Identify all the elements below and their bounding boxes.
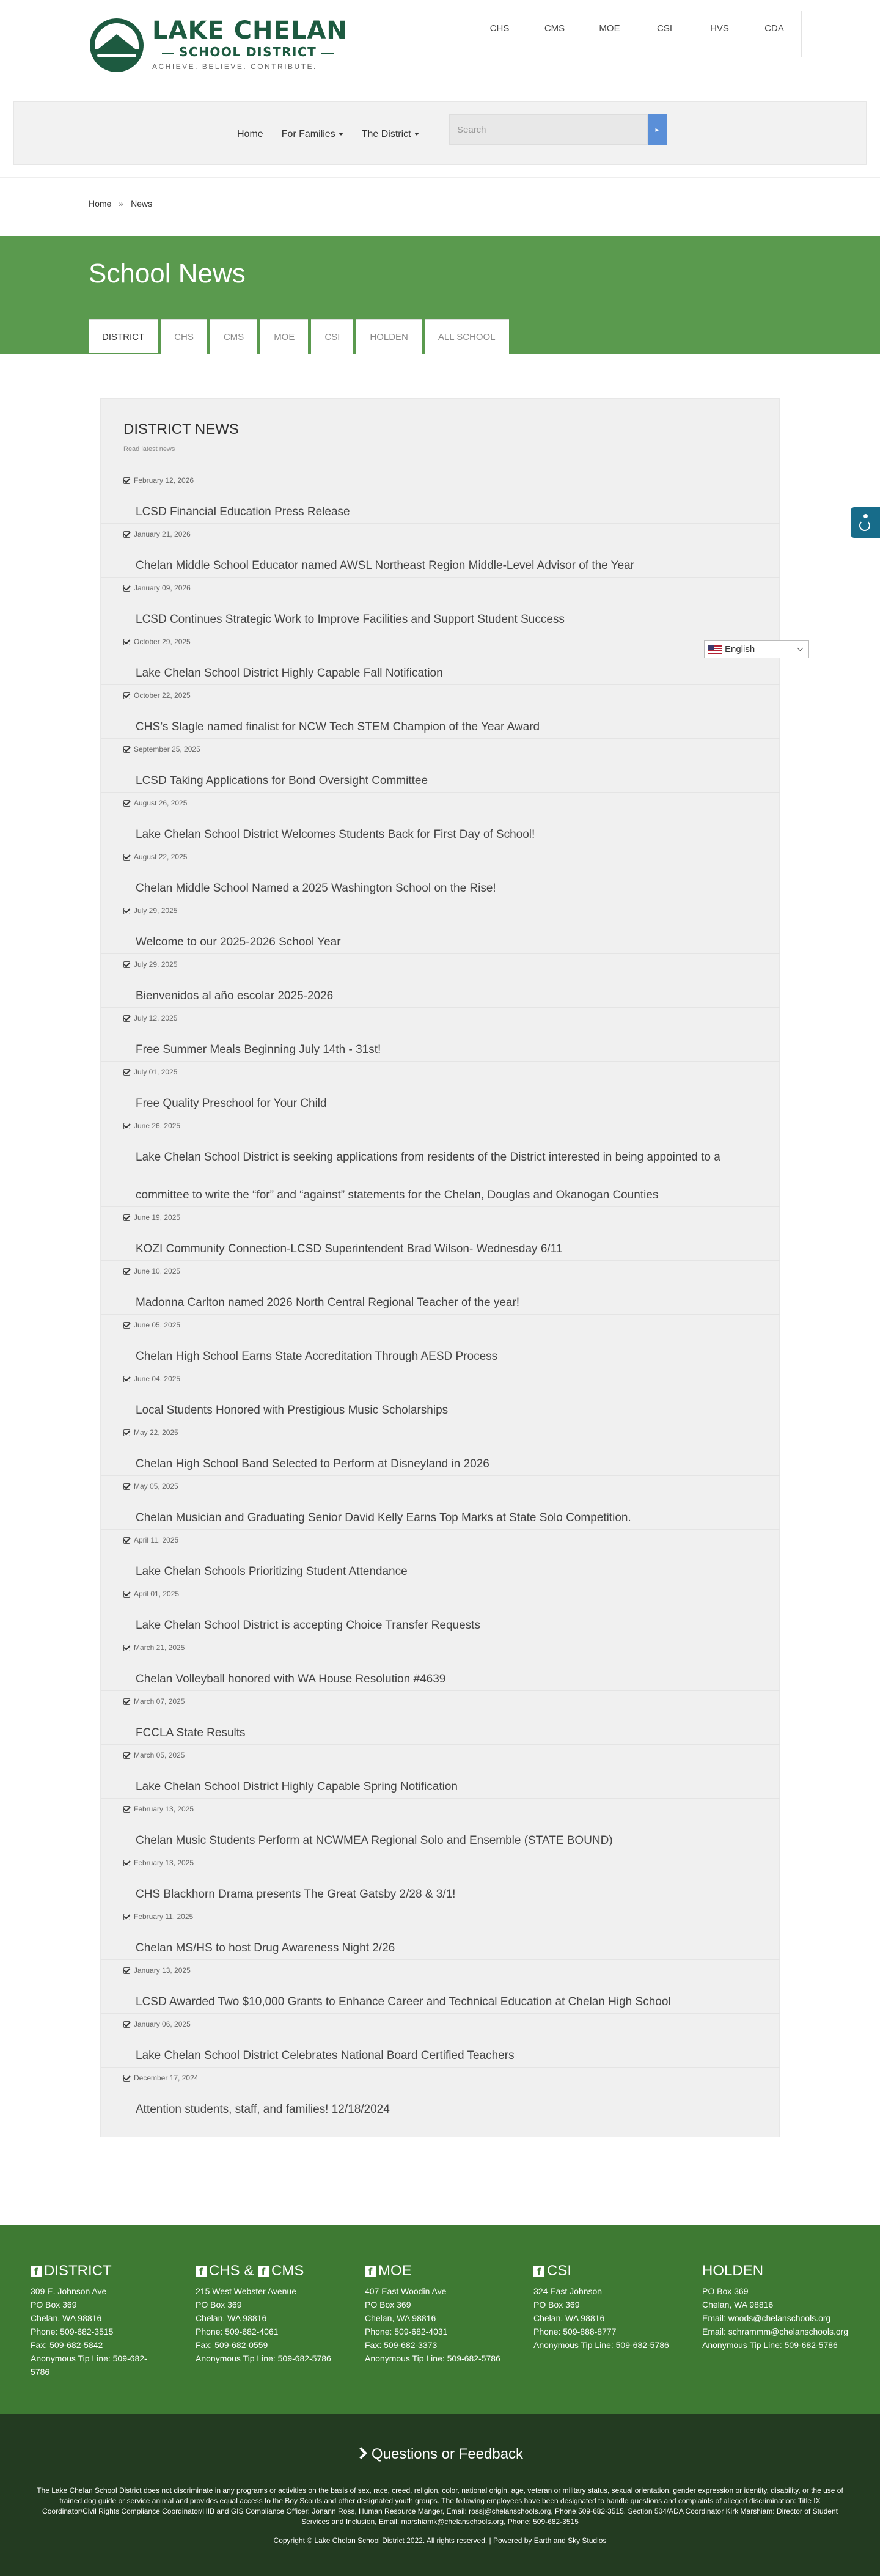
breadcrumb — [89, 199, 152, 208]
news-item — [101, 1852, 780, 1906]
news-date-text: March 07, 2025 — [134, 1697, 185, 1706]
caret-down-icon — [414, 133, 419, 136]
news-date — [123, 1805, 194, 1813]
news-date — [123, 1966, 191, 1975]
checkbox-icon — [123, 1015, 130, 1022]
footer-line: Phone: 509-682-3515 — [31, 2327, 114, 2336]
news-date — [123, 584, 191, 592]
checkbox-icon — [123, 908, 130, 914]
news-title-link[interactable]: Chelan High School Earns State Accreditation Through AESD Process — [136, 1350, 498, 1363]
news-title-link[interactable]: LCSD Awarded Two $10,000 Grants to Enhance Career and Technical Education at Chelan High School — [136, 1995, 671, 2008]
tab-chs[interactable]: CHS — [161, 319, 207, 354]
news-title-link[interactable]: LCSD Taking Applications for Bond Oversight Committee — [136, 774, 428, 787]
footer-col-title — [196, 2262, 358, 2280]
news-date-text: August 26, 2025 — [134, 799, 188, 807]
tab-cms[interactable]: CMS — [210, 319, 257, 354]
news-date — [123, 637, 191, 646]
news-title-link[interactable]: Chelan Middle School Named a 2025 Washington School on the Rise! — [136, 882, 496, 895]
news-item — [101, 1637, 780, 1691]
checkbox-icon — [123, 1537, 130, 1544]
checkbox-icon — [123, 1322, 130, 1329]
district-logo[interactable] — [90, 17, 348, 75]
news-item — [101, 739, 780, 793]
footer-col-title — [365, 2262, 527, 2280]
footer-line: 309 E. Johnson Ave — [31, 2286, 107, 2296]
school-link-chs[interactable]: CHS — [472, 11, 527, 57]
copyright: Copyright © Lake Chelan School District 2022. All rights reserved. | Powered by Earth and Sky Studios — [273, 2536, 607, 2545]
footer-line: 407 East Woodin Ave — [365, 2286, 447, 2296]
news-date-text: June 05, 2025 — [134, 1321, 181, 1329]
language-label: English — [725, 644, 755, 655]
news-date — [123, 1428, 178, 1437]
checkbox-icon — [123, 1376, 130, 1382]
footer-col-district — [31, 2262, 193, 2379]
school-link-moe[interactable]: MOE — [582, 11, 637, 57]
news-date — [123, 1374, 180, 1383]
nav-for-families[interactable] — [282, 129, 343, 140]
panel-subtitle: Read latest news — [123, 446, 175, 453]
footer-line: PO Box 369 — [196, 2300, 242, 2310]
checkbox-icon — [123, 1429, 130, 1436]
footer-line: Anonymous Tip Line: 509-682-5786 — [31, 2354, 147, 2377]
news-item — [101, 1691, 780, 1745]
search-form — [449, 114, 667, 145]
news-item — [101, 1530, 780, 1583]
news-date — [123, 1912, 193, 1921]
checkbox-icon — [123, 1967, 130, 1974]
news-date — [123, 691, 191, 700]
news-date-text: February 11, 2025 — [134, 1912, 194, 1921]
checkbox-icon — [123, 1806, 130, 1813]
news-item — [101, 1008, 780, 1062]
news-date-text: April 01, 2025 — [134, 1590, 180, 1598]
facebook-icon[interactable]: f — [31, 2266, 42, 2277]
news-date — [123, 1267, 180, 1275]
news-list — [101, 470, 780, 2121]
arrow-right-icon — [355, 2447, 367, 2459]
checkbox-icon — [123, 1860, 130, 1866]
news-date — [123, 1068, 177, 1076]
news-date — [123, 476, 194, 485]
news-date-text: May 05, 2025 — [134, 1482, 178, 1491]
news-date-text: January 09, 2026 — [134, 584, 191, 592]
news-item — [101, 1960, 780, 2014]
checkbox-icon — [123, 1268, 130, 1275]
school-link-hvs[interactable]: HVS — [692, 11, 747, 57]
news-date — [123, 1590, 179, 1598]
news-date-text: February 13, 2025 — [134, 1805, 194, 1813]
tab-holden[interactable]: HOLDEN — [356, 319, 422, 354]
checkbox-icon — [123, 1698, 130, 1705]
news-date-text: January 13, 2025 — [134, 1966, 191, 1975]
news-date — [123, 1482, 178, 1491]
news-item — [101, 1745, 780, 1799]
news-date-text: October 29, 2025 — [134, 637, 191, 646]
news-date — [123, 1643, 185, 1652]
news-title-link[interactable]: Attention students, staff, and families! 12/18/2024 — [136, 2103, 390, 2116]
footer-line: Fax: 509-682-3373 — [365, 2340, 438, 2350]
news-title-link[interactable]: FCCLA State Results — [136, 1727, 246, 1739]
questions-feedback-link[interactable] — [0, 2446, 880, 2463]
page-hero — [0, 236, 880, 354]
page-title: School News — [89, 259, 246, 288]
news-date-text: January 21, 2026 — [134, 530, 191, 538]
news-item — [101, 631, 780, 685]
footer-col-title-text: CSI — [547, 2262, 572, 2279]
facebook-icon[interactable]: f — [534, 2266, 544, 2277]
footer-col-chs-cms — [196, 2262, 358, 2365]
questions-feedback-label: Questions or Feedback — [371, 2446, 524, 2462]
news-item — [101, 1115, 780, 1207]
news-date-text: March 05, 2025 — [134, 1751, 185, 1760]
footer-col-title-text: MOE — [378, 2262, 412, 2279]
footer-address — [702, 2284, 864, 2352]
news-date — [123, 1697, 185, 1706]
checkbox-icon — [123, 639, 130, 645]
footer-col-title — [31, 2262, 193, 2280]
checkbox-icon — [123, 1123, 130, 1129]
news-item — [101, 1799, 780, 1852]
checkbox-icon — [123, 961, 130, 968]
school-link-csi[interactable]: CSI — [637, 11, 692, 57]
news-date-text: June 04, 2025 — [134, 1374, 181, 1383]
news-date-text: June 19, 2025 — [134, 1213, 181, 1222]
news-title-link[interactable]: LCSD Financial Education Press Release — [136, 505, 350, 518]
non-discrimination-statement: The Lake Chelan School District does not discriminate in any programs or activities on the basis of sex, race, creed, religion, color, national origin, age, veteran or military status, sexual orientation, gender expression or identity, disability, or the use of trained dog guide or service animal and provides equal access to the Boy Scouts and other designated youth groups. The following employees have been designated to handle questions and complaints of alleged discrimination: Title IX Coordinator/Civil Rights Compliance Coordinator/HIB and GIS Compliance Officer: Jonann Ross, Human Resource Manger, Email: rossj@chelanschools.org, Phone:509-682-3515. Section 504/ADA Coordinator Kirk Marshiam: Director of Student Services and Inclusion, Email: marshiamk@chelanschools.org, Phone: 509-682-3515 — [37, 2486, 843, 2526]
news-title-link[interactable]: Local Students Honored with Prestigious Music Scholarships — [136, 1404, 449, 1417]
news-date-text: June 26, 2025 — [134, 1121, 181, 1130]
news-date — [123, 1321, 180, 1329]
school-link-cms[interactable]: CMS — [527, 11, 582, 57]
nav-the-district-label: The District — [361, 129, 411, 139]
footer-line: PO Box 369 — [31, 2300, 77, 2310]
footer-address — [365, 2284, 527, 2365]
checkbox-icon — [123, 1752, 130, 1759]
checkbox-icon — [123, 692, 130, 699]
news-date-text: October 22, 2025 — [134, 691, 191, 700]
wheelchair-icon — [858, 514, 873, 531]
checkbox-icon — [123, 1214, 130, 1221]
breadcrumb-current: News — [131, 199, 153, 208]
news-title-link[interactable]: KOZI Community Connection-LCSD Superintendent Brad Wilson- Wednesday 6/11 — [136, 1242, 563, 1255]
footer-line: Phone: 509-888-8777 — [534, 2327, 617, 2336]
footer-col-title-text: DISTRICT — [44, 2262, 112, 2279]
news-item — [101, 2068, 780, 2121]
footer-line: Phone: 509-682-4031 — [365, 2327, 448, 2336]
footer-address — [31, 2284, 193, 2379]
news-title-link[interactable]: Chelan Musician and Graduating Senior David Kelly Earns Top Marks at State Solo Competition. — [136, 1511, 631, 1524]
footer-col-title-text: CHS & — [209, 2262, 258, 2279]
news-date-text: July 12, 2025 — [134, 1014, 178, 1022]
caret-down-icon — [339, 133, 343, 136]
footer-col-title: HOLDEN — [702, 2262, 764, 2279]
news-date — [123, 745, 200, 754]
footer-line: 215 West Webster Avenue — [196, 2286, 296, 2296]
footer-address — [534, 2284, 695, 2352]
tab-district[interactable]: DISTRICT — [89, 319, 158, 354]
news-date — [123, 1751, 185, 1760]
footer-line: 324 East Johnson — [534, 2286, 603, 2296]
news-date-text: January 06, 2025 — [134, 2020, 191, 2028]
news-date — [123, 2074, 198, 2082]
footer-contacts — [0, 2225, 880, 2414]
news-date-text: April 11, 2025 — [134, 1536, 179, 1544]
news-date-text: July 29, 2025 — [134, 906, 178, 915]
checkbox-icon — [123, 477, 130, 484]
news-item — [101, 1062, 780, 1115]
news-date-text: September 25, 2025 — [134, 745, 200, 754]
news-item — [101, 1207, 780, 1261]
news-date — [123, 906, 177, 915]
footer-line: Anonymous Tip Line: 509-682-5786 — [534, 2340, 669, 2350]
footer-col-title-text: CMS — [271, 2262, 304, 2279]
search-input[interactable] — [449, 114, 648, 145]
news-date — [123, 1121, 180, 1130]
checkbox-icon — [123, 531, 130, 538]
news-title-link[interactable]: Chelan Volleyball honored with WA House Resolution #4639 — [136, 1673, 446, 1686]
news-date-text: August 22, 2025 — [134, 853, 188, 861]
logo-subtitle: SCHOOL DISTRICT — [152, 45, 339, 59]
panel-title: DISTRICT NEWS — [123, 421, 239, 438]
breadcrumb-separator: » — [119, 199, 124, 208]
lake-mountain-emblem-icon — [90, 18, 144, 72]
news-date-text: May 22, 2025 — [134, 1428, 178, 1437]
news-date — [123, 853, 187, 861]
nav-home[interactable]: Home — [237, 129, 263, 139]
footer-col-csi — [534, 2262, 695, 2352]
language-selector[interactable] — [704, 640, 809, 658]
news-title-link[interactable]: CHS’s Slagle named finalist for NCW Tech STEM Champion of the Year Award — [136, 721, 540, 733]
news-title-link[interactable]: Lake Chelan School District is accepting Choice Transfer Requests — [136, 1619, 480, 1632]
logo-title: LAKE CHELAN — [152, 17, 348, 45]
arrow-right-icon: ▸ — [655, 125, 659, 134]
news-item — [101, 1368, 780, 1422]
news-title-link[interactable]: Lake Chelan School District Highly Capable Fall Notification — [136, 667, 443, 680]
checkbox-icon — [123, 1591, 130, 1598]
news-title-link[interactable]: Lake Chelan School District Welcomes Students Back for First Day of School! — [136, 828, 535, 841]
news-title-link[interactable]: Lake Chelan School District Highly Capable Spring Notification — [136, 1780, 458, 1793]
checkbox-icon — [123, 746, 130, 753]
footer-email-link[interactable]: Email: woods@chelanschools.org — [702, 2313, 831, 2323]
checkbox-icon — [123, 1483, 130, 1490]
news-date-text: December 17, 2024 — [134, 2074, 199, 2082]
footer-bottom — [0, 2414, 880, 2576]
footer-line: Anonymous Tip Line: 509-682-5786 — [196, 2354, 331, 2363]
news-title-link[interactable]: Bienvenidos al año escolar 2025-2026 — [136, 989, 334, 1002]
facebook-icon[interactable]: f — [258, 2266, 269, 2277]
news-item — [101, 1476, 780, 1530]
main-navbar — [13, 101, 867, 165]
footer-line: PO Box 369 — [534, 2300, 580, 2310]
site-header — [0, 0, 880, 92]
news-item — [101, 1906, 780, 1960]
news-title-link[interactable]: Lake Chelan School District Celebrates National Board Certified Teachers — [136, 2049, 515, 2062]
facebook-icon[interactable]: f — [365, 2266, 376, 2277]
footer-line: Chelan, WA 98816 — [534, 2313, 605, 2323]
news-date — [123, 530, 191, 538]
news-item — [101, 793, 780, 846]
footer-address — [196, 2284, 358, 2365]
news-item — [101, 1583, 780, 1637]
us-flag-icon — [708, 645, 722, 654]
tab-all-school[interactable]: ALL SCHOOL — [425, 319, 509, 354]
news-title-link[interactable]: Chelan High School Band Selected to Perform at Disneyland in 2026 — [136, 1458, 490, 1470]
footer-line: Fax: 509-682-5842 — [31, 2340, 103, 2350]
news-title-link[interactable]: Chelan Music Students Perform at NCWMEA Regional Solo and Ensemble (STATE BOUND) — [136, 1834, 613, 1847]
news-item — [101, 470, 780, 524]
footer-line: Phone: 509-682-4061 — [196, 2327, 279, 2336]
breadcrumb-bar — [0, 177, 880, 235]
news-item — [101, 954, 780, 1008]
nav-the-district[interactable] — [362, 129, 419, 140]
news-date — [123, 1859, 194, 1867]
logo-tagline: ACHIEVE. BELIEVE. CONTRIBUTE. — [152, 62, 317, 71]
news-title-link[interactable]: Free Summer Meals Beginning July 14th - 31st! — [136, 1043, 381, 1056]
news-date-text: February 13, 2025 — [134, 1859, 194, 1867]
footer-col-title — [534, 2262, 695, 2280]
news-title-link[interactable]: Lake Chelan School District is seeking applications from residents of the District interested in being appointed to a committee to write the “for” and “against” statements for the Chelan, Douglas and Okanogan Counties — [136, 1151, 721, 1202]
checkbox-icon — [123, 585, 130, 592]
news-item — [101, 1315, 780, 1368]
news-item — [101, 1422, 780, 1476]
news-title-link[interactable]: Lake Chelan Schools Prioritizing Student Attendance — [136, 1565, 408, 1578]
checkbox-icon — [123, 1914, 130, 1920]
checkbox-icon — [123, 1645, 130, 1651]
school-link-cda[interactable]: CDA — [747, 11, 802, 57]
news-date — [123, 1536, 178, 1544]
school-links — [472, 11, 802, 57]
footer-email-link[interactable]: Email: schrammm@chelanschools.org — [702, 2327, 849, 2336]
news-title-link[interactable]: Madonna Carlton named 2026 North Central Regional Teacher of the year! — [136, 1296, 520, 1309]
news-item — [101, 524, 780, 578]
checkbox-icon — [123, 800, 130, 807]
news-date — [123, 2020, 191, 2028]
checkbox-icon — [123, 2075, 130, 2082]
footer-line: Chelan, WA 98816 — [31, 2313, 102, 2323]
news-date-text: July 29, 2025 — [134, 960, 178, 969]
news-item — [101, 900, 780, 954]
footer-line: Chelan, WA 98816 — [196, 2313, 267, 2323]
checkbox-icon — [123, 1069, 130, 1076]
checkbox-icon — [123, 2021, 130, 2028]
news-date-text: June 10, 2025 — [134, 1267, 181, 1275]
footer-line: PO Box 369 — [702, 2286, 749, 2296]
news-date-text: February 12, 2026 — [134, 476, 194, 485]
news-date — [123, 1213, 180, 1222]
news-title-link[interactable]: Chelan MS/HS to host Drug Awareness Night 2/26 — [136, 1942, 395, 1954]
chevron-down-icon — [798, 645, 804, 651]
news-title-link[interactable]: CHS Blackhorn Drama presents The Great Gatsby 2/28 & 3/1! — [136, 1888, 456, 1901]
news-date-text: March 21, 2025 — [134, 1643, 185, 1652]
footer-line: Anonymous Tip Line: 509-682-5786 — [702, 2340, 838, 2350]
news-item — [101, 1261, 780, 1315]
footer-line: PO Box 369 — [365, 2300, 411, 2310]
breadcrumb-home[interactable]: Home — [89, 199, 112, 208]
news-date-text: July 01, 2025 — [134, 1068, 178, 1076]
footer-line: Chelan, WA 98816 — [702, 2300, 774, 2310]
news-date — [123, 1014, 177, 1022]
footer-col-holden — [702, 2262, 864, 2352]
nav-for-families-label: For Families — [281, 129, 336, 139]
news-title-link[interactable]: LCSD Continues Strategic Work to Improve Facilities and Support Student Success — [136, 613, 565, 626]
tab-moe[interactable]: MOE — [260, 319, 308, 354]
footer-col-moe — [365, 2262, 527, 2365]
checkbox-icon — [123, 854, 130, 861]
news-date — [123, 960, 177, 969]
news-title-link[interactable]: Free Quality Preschool for Your Child — [136, 1097, 327, 1110]
news-item — [101, 2014, 780, 2068]
tab-csi[interactable]: CSI — [311, 319, 353, 354]
footer-line: Chelan, WA 98816 — [365, 2313, 436, 2323]
footer-line: Fax: 509-682-0559 — [196, 2340, 268, 2350]
news-item — [101, 685, 780, 739]
school-tabs — [89, 319, 512, 354]
news-date — [123, 799, 187, 807]
facebook-icon[interactable]: f — [196, 2266, 207, 2277]
news-item — [101, 578, 780, 631]
footer-line: Anonymous Tip Line: 509-682-5786 — [365, 2354, 501, 2363]
news-title-link[interactable]: Welcome to our 2025-2026 School Year — [136, 936, 341, 949]
news-item — [101, 846, 780, 900]
accessibility-button[interactable] — [851, 507, 880, 538]
search-submit-button[interactable] — [648, 114, 667, 145]
news-panel — [100, 398, 780, 2137]
news-title-link[interactable]: Chelan Middle School Educator named AWSL Northeast Region Middle-Level Advisor of the Year — [136, 559, 635, 572]
